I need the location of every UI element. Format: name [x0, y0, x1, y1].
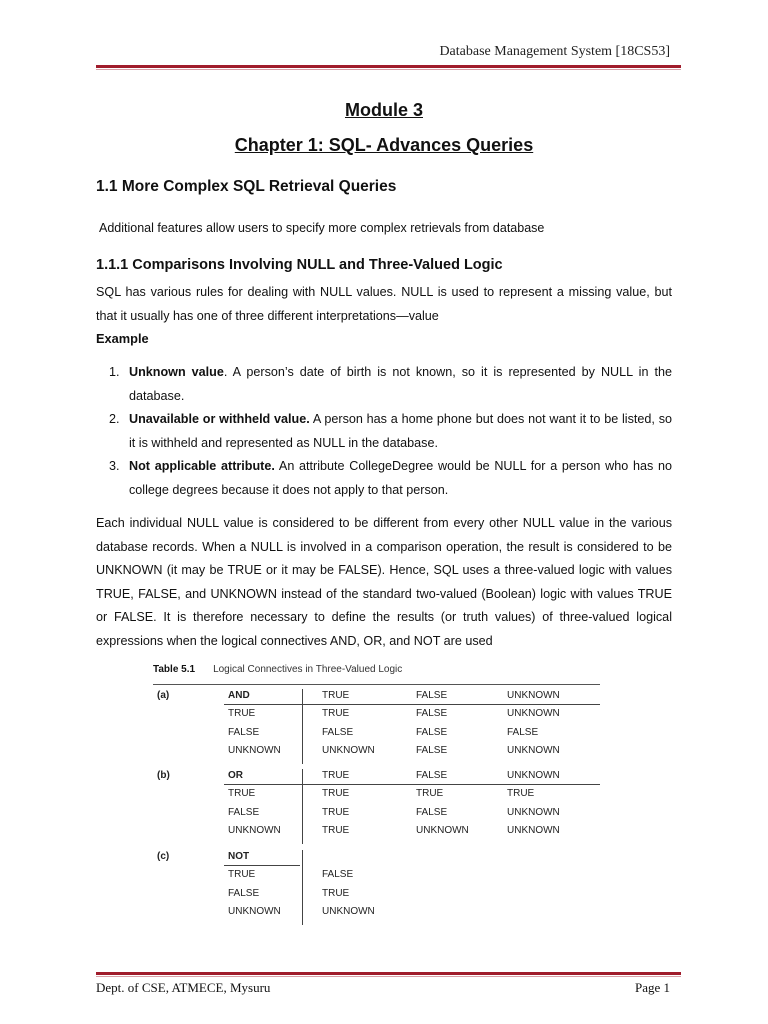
list-item-term: Not applicable attribute. — [129, 459, 275, 473]
table-cell: TRUE — [322, 708, 350, 720]
list-item — [109, 407, 672, 455]
section-heading: 1.1 More Complex SQL Retrieval Queries — [96, 178, 397, 195]
list-number: 3. — [109, 459, 120, 473]
table-cell: UNKNOWN — [322, 905, 375, 917]
table-cell: TRUE — [322, 824, 350, 836]
table-header-cell: NOT — [228, 851, 250, 862]
list-number: 2. — [109, 412, 120, 426]
table-header-cell: TRUE — [322, 770, 350, 781]
footer-department: Dept. of CSE, ATMECE, Mysuru — [96, 980, 271, 995]
table-cell: FALSE — [228, 806, 260, 818]
table-header-cell: TRUE — [322, 690, 350, 701]
running-header: Database Management System [18CS53] — [439, 44, 670, 59]
footer-rule — [96, 972, 681, 975]
module-title: Module 3 — [344, 100, 423, 120]
table-cell: TRUE — [228, 788, 256, 800]
chapter-title: Chapter 1: SQL- Advances Queries — [234, 135, 534, 155]
subsection-heading: 1.1.1 Comparisons Involving NULL and Three-Valued Logic — [96, 257, 503, 273]
table-header-cell: UNKNOWN — [507, 690, 560, 701]
table-header-cell: FALSE — [416, 690, 448, 701]
table-label: Table 5.1 — [153, 664, 196, 675]
table-cell: UNKNOWN — [507, 744, 560, 756]
table-cell: UNKNOWN — [507, 806, 560, 818]
list-item-text: . A person’s date of birth is not known, so it is represented by NULL in the database. — [129, 365, 672, 403]
table-cell: UNKNOWN — [416, 824, 469, 836]
list-number: 1. — [109, 365, 120, 379]
paragraph-null-rules: SQL has various rules for dealing with NULL values. NULL is used to represent a missing value, but that it usually has one of three different interpretations—value — [96, 285, 672, 323]
table-caption — [153, 664, 402, 675]
table-cell: FALSE — [416, 744, 448, 756]
table-cell: FALSE — [416, 726, 448, 738]
list-item-term: Unknown value — [129, 365, 224, 379]
table-cell: TRUE — [322, 788, 350, 800]
table-cell: UNKNOWN — [322, 744, 375, 756]
list-item-text: A person has a home phone but does not want it to be listed, so it is withheld and represented as NULL in the database. — [129, 412, 672, 450]
table-cell: UNKNOWN — [228, 824, 281, 836]
table-top-rule — [153, 684, 600, 685]
table-header-rule — [224, 784, 600, 785]
table-header-cell: UNKNOWN — [507, 770, 560, 781]
header-rule-thin — [96, 69, 681, 70]
table-cell: TRUE — [322, 806, 350, 818]
header-rule — [96, 65, 681, 68]
list-item-term: Unavailable or withheld value. — [129, 412, 310, 426]
table-cell: UNKNOWN — [228, 744, 281, 756]
table-cell: FALSE — [416, 708, 448, 720]
paragraph-three-valued-logic: Each individual NULL value is considered to be different from every other NULL value in the various database records. When a NULL is involved in a comparison operation, the result is considered to be UNKNOWN (it may be TRUE or it may be FALSE). Hence, SQL uses a three-valued logic with values TRUE, FALSE, and UNKNOWN instead of the standard two-valued (Boolean) logic with values TRUE or FALSE. It is therefore necessary to define the results (or truth values) of three-valued logical expressions when the logical connectives AND, OR, and NOT are used — [96, 516, 672, 648]
example-label: Example — [96, 331, 149, 346]
section-intro: Additional features allow users to specify more complex retrievals from database — [99, 221, 545, 235]
table-cell: UNKNOWN — [507, 824, 560, 836]
table-column-rule — [302, 769, 303, 844]
footer-page-number: Page 1 — [634, 980, 670, 995]
table-header-cell: OR — [228, 770, 243, 781]
table-cell: TRUE — [228, 708, 256, 720]
table-block-tag: (b) — [157, 770, 170, 781]
table-header-cell: FALSE — [416, 770, 448, 781]
table-column-rule — [302, 689, 303, 764]
table-cell: TRUE — [507, 788, 535, 800]
table-header-rule — [224, 865, 300, 866]
table-cell: UNKNOWN — [507, 708, 560, 720]
table-cell: FALSE — [416, 806, 448, 818]
table-cell: FALSE — [228, 726, 260, 738]
table-cell: TRUE — [228, 869, 256, 881]
footer-rule-thin — [96, 976, 681, 977]
table-cell: TRUE — [416, 788, 444, 800]
table-cell: FALSE — [322, 869, 354, 881]
table-header-cell: AND — [228, 690, 250, 701]
table-cell: FALSE — [507, 726, 539, 738]
table-cell: FALSE — [322, 726, 354, 738]
table-block-tag: (c) — [157, 851, 170, 862]
table-column-rule — [302, 850, 303, 925]
table-cell: TRUE — [322, 887, 350, 899]
list-item-text: An attribute CollegeDegree would be NULL for a person who has no college degrees because it does not apply to that person. — [129, 459, 672, 497]
list-item — [109, 360, 672, 408]
table-caption-text: Logical Connectives in Three-Valued Logic — [213, 664, 403, 675]
list-item — [109, 454, 672, 502]
table-block-tag: (a) — [157, 690, 170, 701]
interpretation-list — [109, 360, 672, 502]
table-header-rule — [224, 704, 600, 705]
table-cell: UNKNOWN — [228, 905, 281, 917]
table-cell: FALSE — [228, 887, 260, 899]
